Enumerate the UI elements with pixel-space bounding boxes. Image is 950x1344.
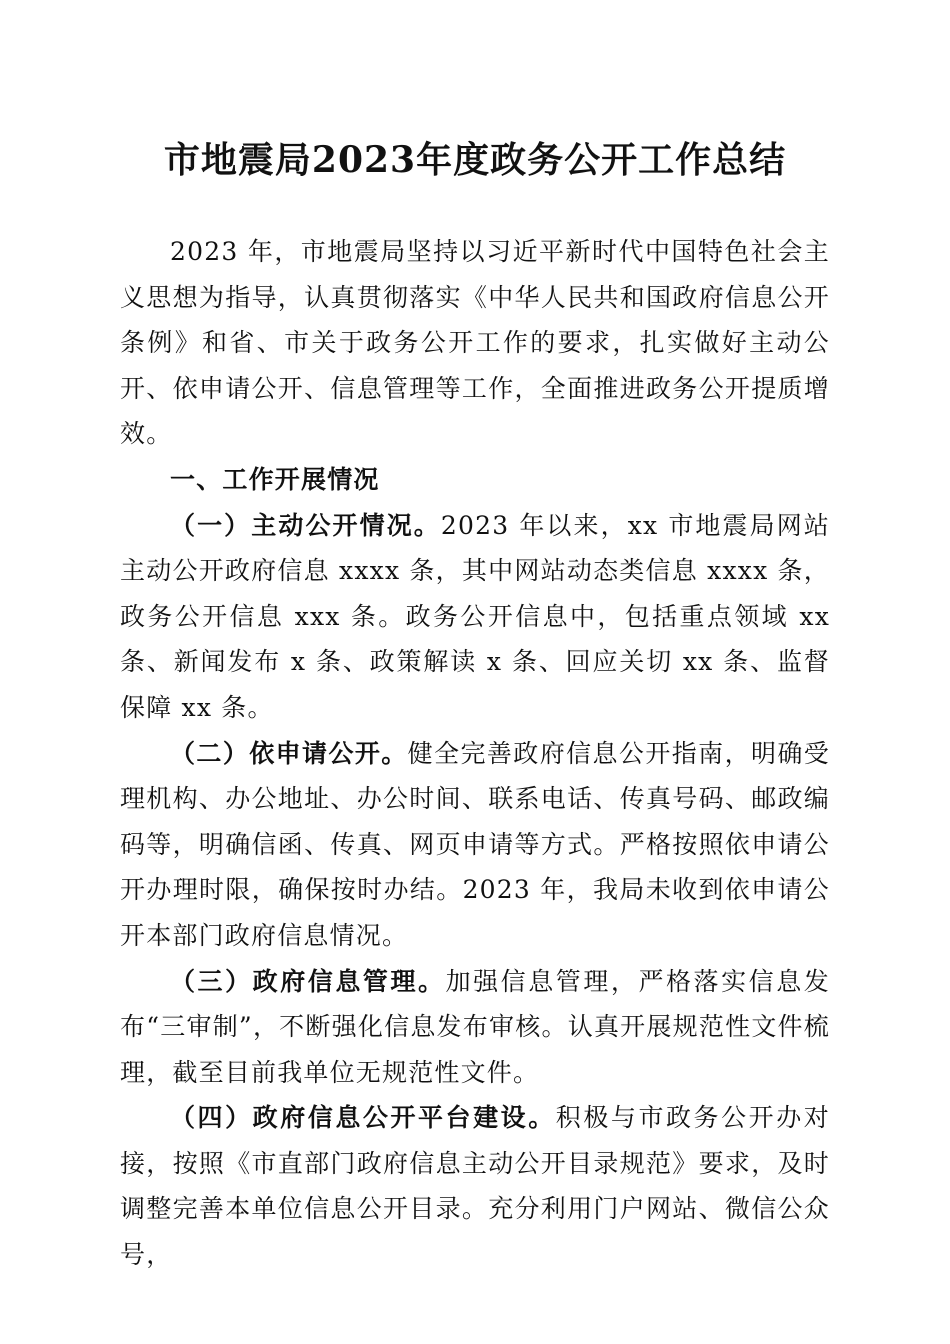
intro-paragraph: 2023 年，市地震局坚持以习近平新时代中国特色社会主义思想为指导，认真贯彻落实《中华人民共和国政府信息公开条例》和省、市关于政务公开工作的要求，扎实做好主动公开、依申请公开、信息管理等工作，全面推进政务公开提质增效。 — [120, 237, 830, 449]
item-4-text: 积极与市政务公开办对接，按照《市直部门政府信息主动公开目录规范》要求，及时调整完善本单位信息公开目录。充分利用门户网站、微信公众号， — [120, 1103, 830, 1270]
item-2-lead: （二）依申请公开。 — [170, 738, 408, 768]
item-4-lead: （四）政府信息公开平台建设。 — [170, 1103, 556, 1133]
paragraph-item-2 — [120, 731, 830, 959]
paragraph-item-3 — [120, 959, 830, 1096]
item-1-text: 2023 年以来，xx 市地震局网站主动公开政府信息 xxxx 条，其中网站动态类信息 xxxx 条，政务公开信息 xxx 条。政务公开信息中，包括重点领域 xx 条、新闻发布 x 条、政策解读 x 条、回应关切 xx 条、监督保障 xx 条。 — [120, 510, 830, 722]
item-1-lead: （一）主动公开情况。 — [170, 510, 441, 540]
section-heading-1: 一、工作开展情况 — [170, 464, 380, 494]
document-body — [120, 229, 830, 1278]
paragraph-item-1 — [120, 503, 830, 731]
item-3-lead: （三）政府信息管理。 — [170, 966, 446, 996]
item-2-text: 健全完善政府信息公开指南，明确受理机构、办公地址、办公时间、联系电话、传真号码、邮政编码等，明确信函、传真、网页申请等方式。严格按照依申请公开办理时限，确保按时办结。2023 年，我局未收到依申请公开本部门政府信息情况。 — [120, 738, 830, 950]
paragraph-item-4 — [120, 1095, 830, 1277]
item-3-text: 加强信息管理，严格落实信息发布“三审制”，不断强化信息发布审核。认真开展规范性文件梳理，截至目前我单位无规范性文件。 — [120, 966, 830, 1087]
document-title: 市地震局2023年度政务公开工作总结 — [163, 139, 787, 181]
